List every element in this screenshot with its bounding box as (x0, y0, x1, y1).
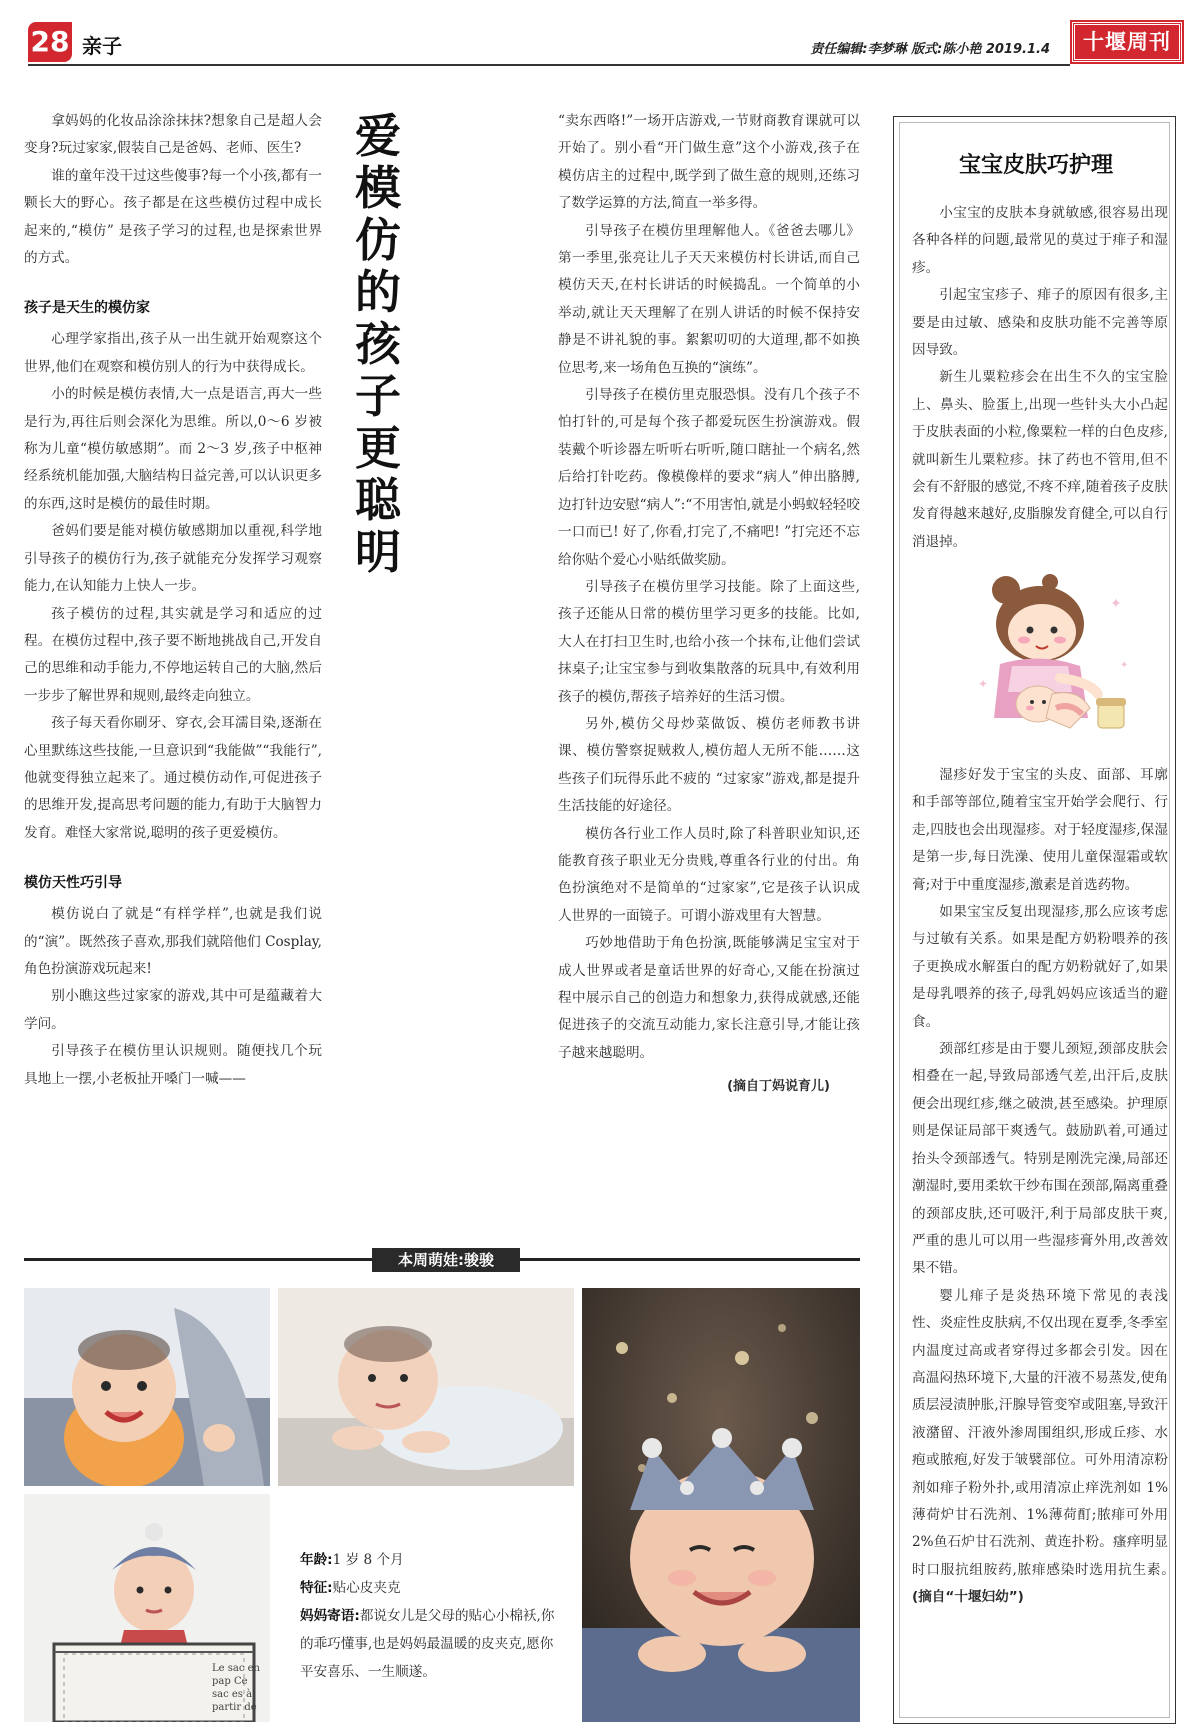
article-source: (摘自丁妈说育儿) (727, 1079, 830, 1095)
sidebar-source: (摘自“十堰妇幼”) (912, 1589, 1024, 1606)
paragraph: 谁的童年没干过这些傻事?每一个小孩,都有一颗长大的野心。孩子都是在这些模仿过程中成长起来的,“模仿” 是孩子学习的过程,也是探索世界的方式。 (24, 167, 322, 267)
header-credits: 责任编辑:李梦琳 版式:陈小艳 2019.1.4 (810, 42, 1050, 57)
paragraph: 引导孩子在模仿里理解他人。《爸爸去哪儿》第一季里,张亮让儿子天天来模仿村长讲话,而自己模仿天天,在村长讲话的时候捣乱。一个简单的小举动,就让天天理解了在别人讲话的时候不保持安静是不讲礼貌的事。絮絮叨叨的大道理,都不如换位思考,来一场角色互换的“演练”。 (558, 222, 860, 376)
paragraph: 心理学家指出,孩子从一出生就开始观察这个世界,他们在观察和模仿别人的行为中获得成长。 (24, 331, 322, 375)
baby-info (300, 1546, 560, 1686)
masthead-logo: 十堰周刊 (1072, 22, 1182, 62)
paragraph: 拿妈妈的化妆品涂涂抹抹?想象自己是超人会变身?玩过家家,假装自己是爸妈、老师、医生? (24, 113, 322, 157)
sidebar-text-top (912, 200, 1168, 556)
paragraph: 巧妙地借助于角色扮演,既能够满足宝宝对于成人世界或者是童话世界的好奇心,又能在扮演过程中展示自己的创造力和想象力,获得成就感,还能促进孩子的交流互动能力,家长注意引导,才能让孩子越来越聪明。 (558, 935, 860, 1061)
trait-value: 贴心皮夹克 (332, 1580, 401, 1596)
article-column-1 (24, 108, 322, 1093)
paragraph (912, 1283, 1168, 1612)
paragraph: 爸妈们要是能对模仿敏感期加以重视,科学地引导孩子的模仿行为,孩子就能充分发挥学习观察能力,在认知能力上快人一步。 (24, 523, 322, 595)
trait-label: 特征: (300, 1580, 333, 1596)
paragraph: 引导孩子在模仿里克服恐惧。没有几个孩子不怕打针的,可是每个孩子都爱玩医生扮演游戏。假装戴个听诊器左听听右听听,随口瞎扯一个病名,然后给打针吃药。像模像样的要求“病人”伸出胳膊,边打针边安慰“病人”:“不用害怕,就是小蚂蚁轻轻咬一口而已! 好了,你看,打完了,不痛吧! ”打完还不忘给你贴个爱心小贴纸做奖励。 (558, 387, 860, 568)
section-name: 亲子 (82, 34, 122, 58)
baby-age (300, 1546, 560, 1574)
section-heading: 模仿天性巧引导 (24, 875, 122, 892)
paragraph: “卖东西咯!”一场开店游戏,一节财商教育课就可以开始了。别小看“开门做生意”这个小游戏,孩子在模仿店主的过程中,既学到了做生意的规则,还练习了数学运算的方法,简直一举多得。 (558, 113, 860, 212)
paragraph: 新生儿粟粒疹会在出生不久的宝宝脸上、鼻头、脸蛋上,出现一些针头大小凸起于皮肤表面的小粒,像粟粒一样的白色皮疹,就叫新生儿粟粒疹。抹了药也不管用,但不会有不舒服的感觉,不疼不痒,随着孩子皮肤发育得越来越好,皮脂腺发育健全,可以自行消退掉。 (912, 369, 1168, 550)
paragraph: 引导孩子在模仿里认识规则。随便找几个玩具地上一摆,小老板扯开嗓门一喊—— (24, 1043, 322, 1087)
baby-photo-2 (278, 1288, 574, 1486)
paragraph: 如果宝宝反复出现湿疹,那么应该考虑与过敏有关系。如果是配方奶粉喂养的孩子更换成水解蛋白的配方奶粉就好了,如果是母乳喂养的孩子,母乳妈妈应该适当的避食。 (912, 904, 1168, 1030)
section-heading: 孩子是天生的模仿家 (24, 300, 150, 317)
age-label: 年龄: (300, 1552, 333, 1568)
paragraph: 模仿说白了就是“有样学样”,也就是我们说的“演”。既然孩子喜欢,那我们就陪他们 Cosplay,角色扮演游戏玩起来! (24, 906, 322, 977)
paragraph: 湿疹好发于宝宝的头皮、面部、耳廓和手部等部位,随着宝宝开始学会爬行、行走,四肢也会出现湿疹。对于轻度湿疹,保湿是第一步,每日洗澡、使用儿童保湿霜或软膏;对于中重度湿疹,激素是首选药物。 (912, 767, 1168, 893)
paragraph: 别小瞧这些过家家的游戏,其中可是蕴藏着大学问。 (24, 988, 322, 1032)
paragraph: 小宝宝的皮肤本身就敏感,很容易出现各种各样的问题,最常见的莫过于痱子和湿疹。 (912, 205, 1168, 276)
svg-text:✦: ✦ (1120, 660, 1129, 671)
baby-photo-1 (24, 1288, 270, 1486)
paragraph: 孩子模仿的过程,其实就是学习和适应的过程。在模仿过程中,孩子要不断地挑战自己,开发自己的思维和动手能力,不停地运转自己的大脑,然后一步步了解世界和规则,最终走向独立。 (24, 605, 322, 704)
message-label: 妈妈寄语: (300, 1608, 360, 1624)
page-number: 28 (28, 22, 72, 62)
baby-message (300, 1602, 560, 1686)
article-title: 爱模仿的孩子更聪明 (355, 109, 401, 579)
message-value: 都说女儿是父母的贴心小棉袄,你的乖巧懂事,也是妈妈最温暖的皮夹克,愿你平安喜乐、一生顺遂。 (300, 1608, 555, 1680)
baby-photo-3 (582, 1288, 860, 1722)
svg-text:✦: ✦ (1110, 596, 1122, 612)
paragraph-text: 婴儿痱子是炎热环境下常见的表浅性、炎症性皮肤病,不仅出现在夏季,冬季室内温度过高或者穿得过多都会引发。因在高温闷热环境下,大量的汗液不易蒸发,使角质层浸渍肿胀,汗腺导管变窄或阻塞,导致汗液潴留、汗液外渗周围组织,形成丘疹、水疱或脓疱,好发于皱襞部位。可外用清凉粉剂如痱子粉外扑,或用清凉止痒洗剂如 1%薄荷炉甘石洗剂、1%薄荷酊;脓痱可外用 2%鱼石炉甘石洗剂、黄连扑粉。瘙痒明显时口服抗组胺药,脓痱感染时选用抗生素。 (912, 1287, 1168, 1578)
paragraph: 引起宝宝疹子、痱子的原因有很多,主要是由过敏、感染和皮肤功能不完善等原因导致。 (912, 287, 1168, 359)
basket-print: Le sac en pap Ce sac es à partir de (212, 1663, 260, 1713)
paragraph: 小的时候是模仿表情,大一点是语言,再大一些是行为,再往后则会深化为思维。所以,0～6 岁被称为儿童“模仿敏感期”。而 2～3 岁,孩子中枢神经系统机能加强,大脑结构日益完善,可以认识更多的东西,这时是模仿的最佳时期。 (24, 386, 322, 512)
paragraph: 模仿各行业工作人员时,除了科普职业知识,还能教育孩子职业无分贵贱,尊重各行业的付出。角色扮演绝对不是简单的“过家家”,它是孩子认识成人世界的一面镜子。可谓小游戏里有大智慧。 (558, 825, 860, 924)
baby-trait (300, 1574, 560, 1602)
baby-photo-4 (24, 1494, 270, 1722)
sidebar-text-bottom (912, 762, 1168, 1612)
mother-baby-illustration (960, 568, 1140, 746)
baby-banner: 本周萌娃:骏骏 (372, 1248, 520, 1272)
svg-text:✦: ✦ (978, 677, 989, 691)
paragraph: 孩子每天看你刷牙、穿衣,会耳濡目染,逐渐在心里默练这些技能,一旦意识到“我能做”“我能行”,他就变得独立起来了。通过模仿动作,可促进孩子的思维开发,提高思考问题的能力,有助于大脑智力发育。难怪大家常说,聪明的孩子更爱模仿。 (24, 715, 322, 841)
age-value: 1 岁 8 个月 (332, 1552, 404, 1568)
paragraph: 引导孩子在模仿里学习技能。除了上面这些,孩子还能从日常的模仿里学习更多的技能。比如,大人在打扫卫生时,也给小孩一个抹布,让他们尝试抹桌子;让宝宝参与到收集散落的玩具中,有效利用孩子的模仿,帮孩子培养好的生活习惯。 (558, 578, 860, 705)
paragraph: 另外,模仿父母炒菜做饭、模仿老师教书讲课、模仿警察捉贼救人,模仿超人无所不能……这些孩子们玩得乐此不疲的 “过家家”游戏,都是提升生活技能的好途径。 (558, 715, 860, 815)
header-divider (28, 64, 1070, 66)
article-column-2 (558, 108, 860, 1101)
sidebar-title: 宝宝皮肤巧护理 (958, 152, 1113, 178)
paragraph: 颈部红疹是由于婴儿颈短,颈部皮肤会相叠在一起,导致局部透气差,出汗后,皮肤便会出现红疹,继之破溃,甚至感染。护理原则是保证局部干爽透气。鼓励趴着,可通过抬头令颈部透气。特别是刚洗完澡,局部还潮湿时,要用柔软干纱布围在颈部,隔离重叠的颈部皮肤,还可吸汗,利于局部皮肤干爽,严重的患儿可以用一些湿疹膏外用,改善效果不错。 (912, 1041, 1168, 1277)
